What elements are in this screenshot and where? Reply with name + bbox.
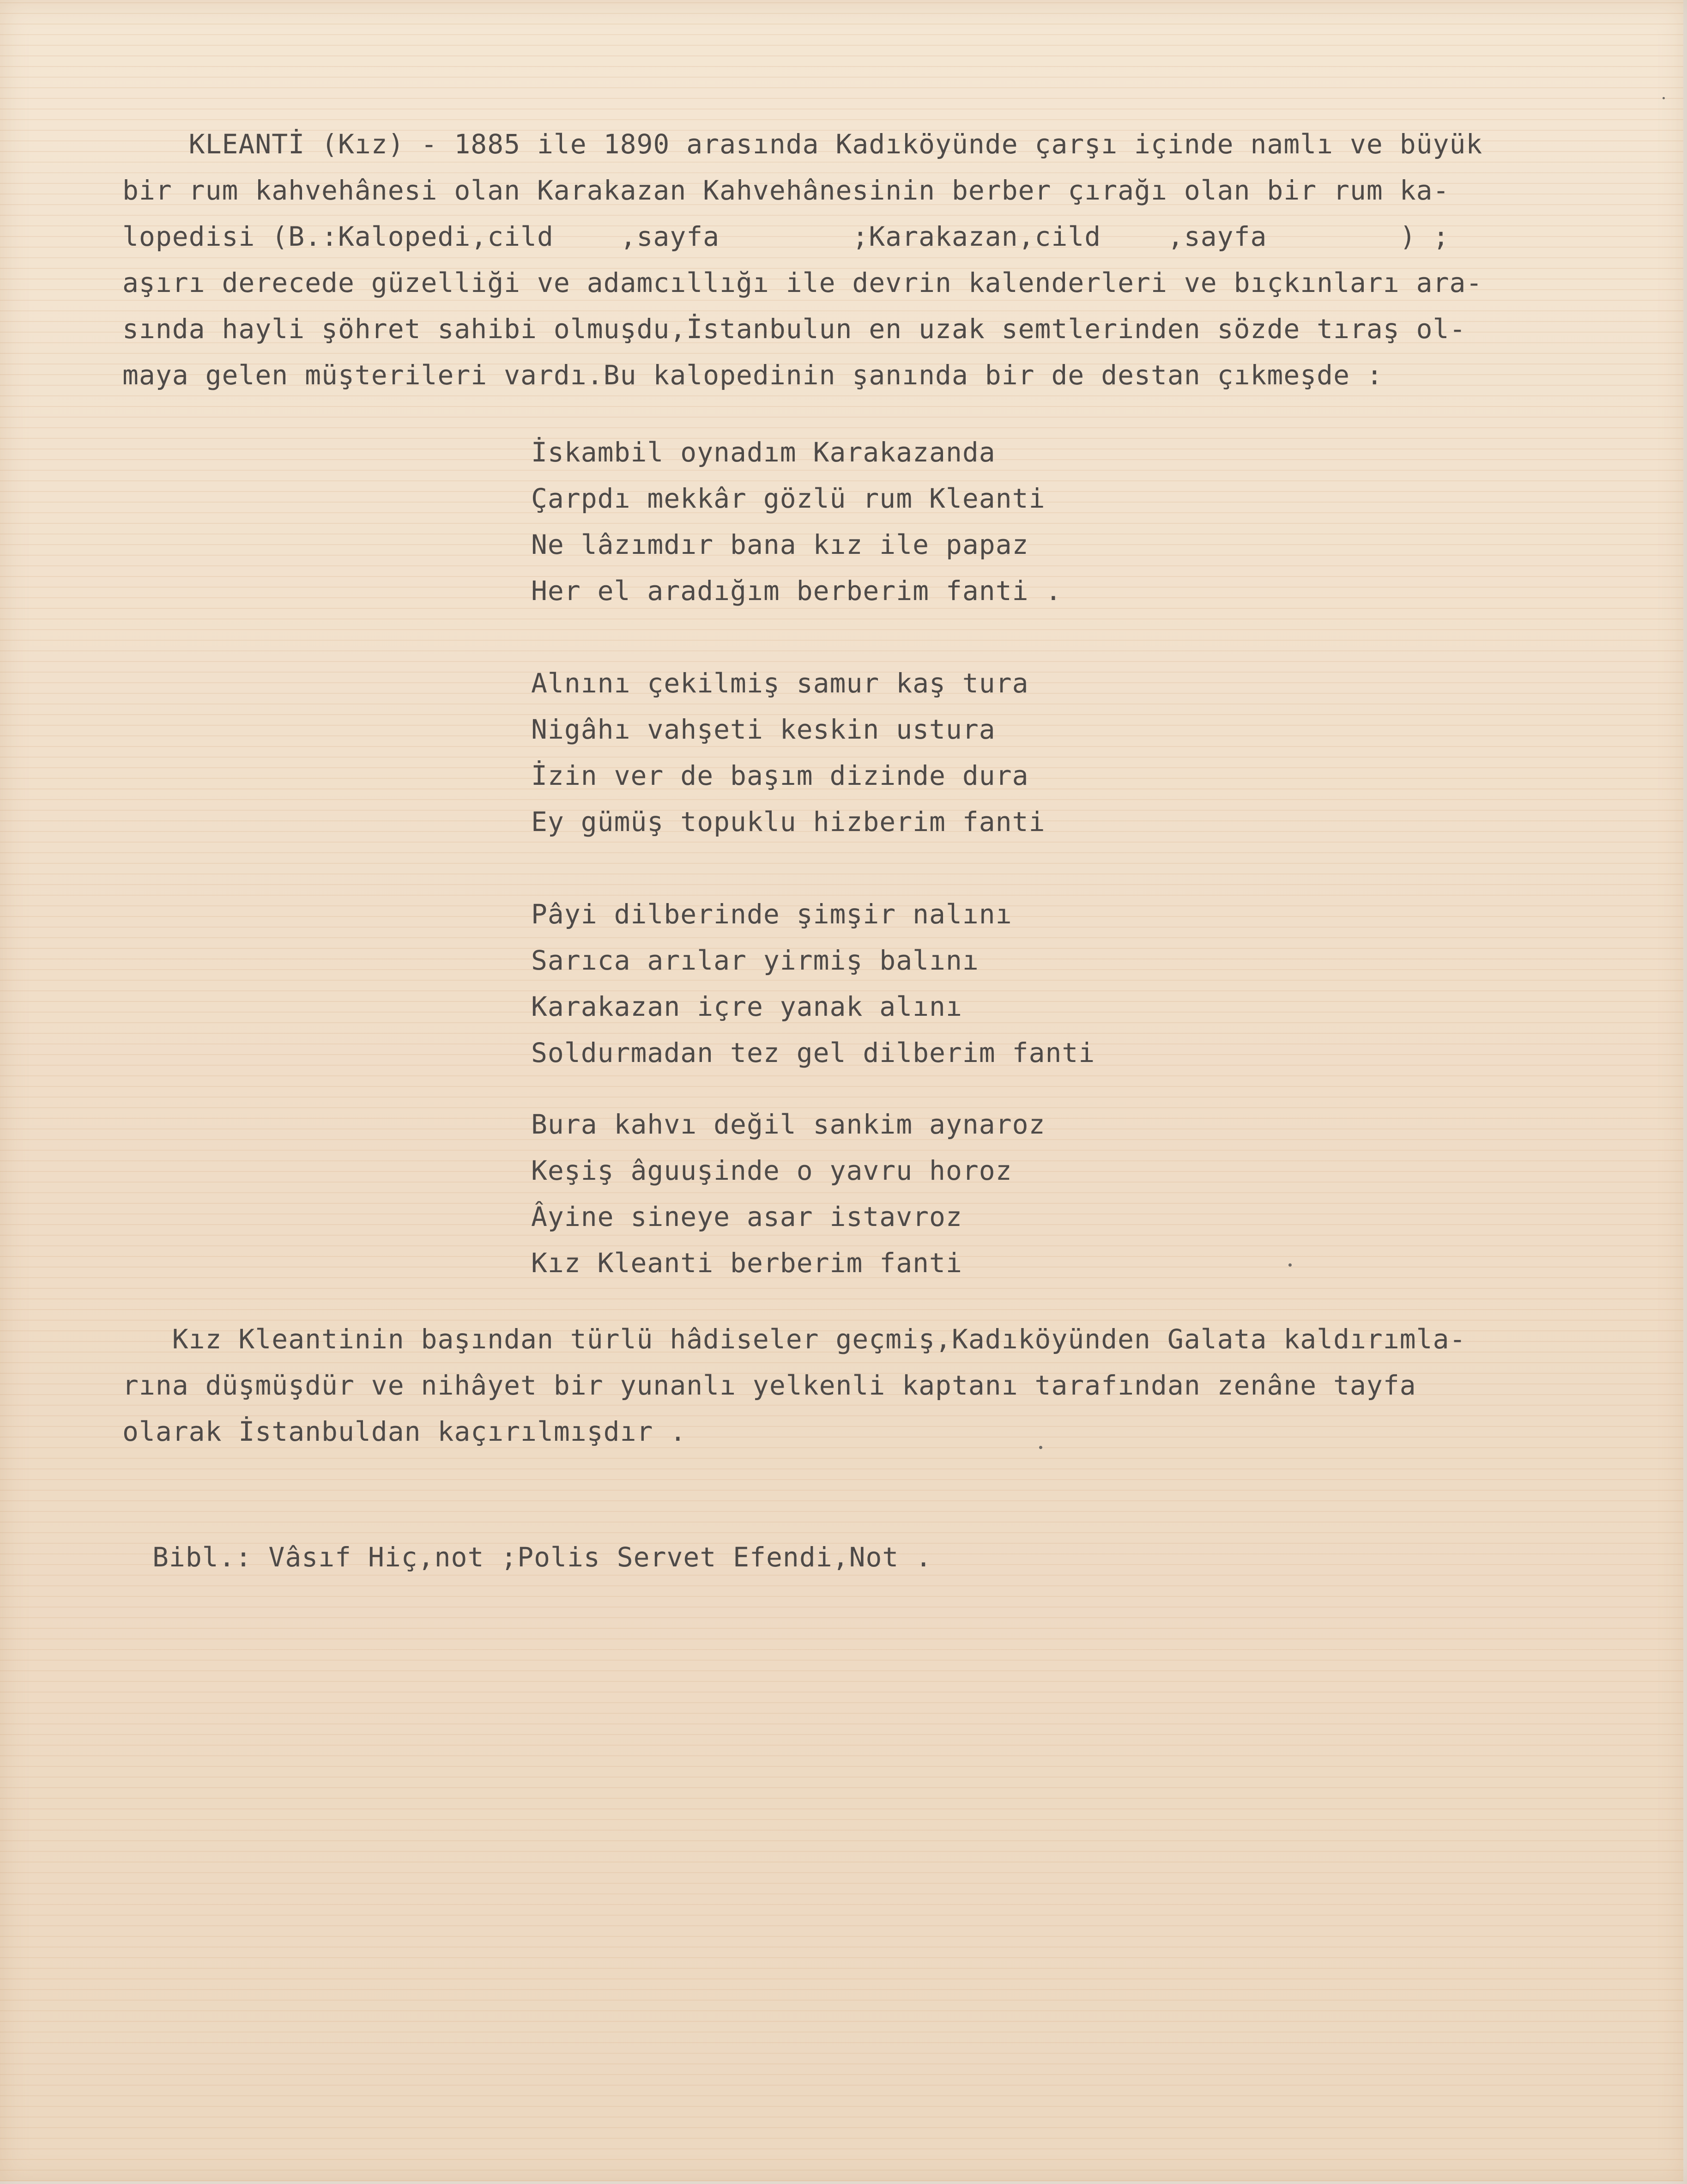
verse-line: Her el aradığım berberim fanti . bbox=[531, 575, 1062, 607]
verse-line: Pâyi dilberinde şimşir nalını bbox=[531, 898, 1012, 930]
verse-line: Karakazan içre yanak alını bbox=[531, 991, 962, 1022]
verse-line: Keşiş âguuşinde o yavru horoz bbox=[531, 1155, 1012, 1186]
paper-speck bbox=[1288, 1263, 1292, 1267]
verse-line: Ne lâzımdır bana kız ile papaz bbox=[531, 529, 1029, 560]
verse-line: Çarpdı mekkâr gözlü rum Kleanti bbox=[531, 483, 1046, 514]
verse-line: Nigâhı vahşeti keskin ustura bbox=[531, 714, 996, 745]
verse-line: Sarıca arılar yirmiş balını bbox=[531, 945, 979, 976]
outro-line: Kız Kleantinin başından türlü hâdiseler geçmiş,Kadıköyünden Galata kaldırımla- bbox=[122, 1323, 1466, 1355]
intro-line: maya gelen müşterileri vardı.Bu kalopedinin şanında bir de destan çıkmeşde : bbox=[122, 359, 1383, 391]
intro-line: lopedisi (B.:Kalopedi,cild ,sayfa ;Karakazan,cild ,sayfa ) ; bbox=[122, 221, 1450, 252]
outro-line: olarak İstanbuldan kaçırılmışdır . bbox=[122, 1416, 687, 1447]
paper-speck bbox=[1663, 97, 1665, 99]
verse-line: Kız Kleanti berberim fanti bbox=[531, 1247, 962, 1279]
intro-line: sında hayli şöhret sahibi olmuşdu,İstanbulun en uzak semtlerinden sözde tıraş ol- bbox=[122, 313, 1466, 345]
paper-speck bbox=[1039, 1446, 1042, 1449]
verse-line: Alnını çekilmiş samur kaş tura bbox=[531, 667, 1029, 699]
bibliography-line: Bibl.: Vâsıf Hiç,not ;Polis Servet Efendi,Not . bbox=[152, 1541, 932, 1573]
verse-line: Ey gümüş topuklu hizberim fanti bbox=[531, 806, 1046, 837]
intro-line: bir rum kahvehânesi olan Karakazan Kahvehânesinin berber çırağı olan bir rum ka- bbox=[122, 175, 1450, 206]
verse-line: İzin ver de başım dizinde dura bbox=[531, 760, 1029, 791]
verse-line: Âyine sineye asar istavroz bbox=[531, 1201, 962, 1232]
intro-line: aşırı derecede güzelliği ve adamcıllığı ile devrin kalenderleri ve bıçkınları ara- bbox=[122, 267, 1483, 298]
intro-line: KLEANTİ (Kız) - 1885 ile 1890 arasında Kadıköyünde çarşı içinde namlı ve büyük bbox=[122, 128, 1483, 160]
verse-line: Bura kahvı değil sankim aynaroz bbox=[531, 1109, 1046, 1140]
verse-line: İskambil oynadım Karakazanda bbox=[531, 437, 996, 468]
verse-line: Soldurmadan tez gel dilberim fanti bbox=[531, 1037, 1095, 1068]
outro-line: rına düşmüşdür ve nihâyet bir yunanlı yelkenli kaptanı tarafından zenâne tayfa bbox=[122, 1370, 1416, 1401]
